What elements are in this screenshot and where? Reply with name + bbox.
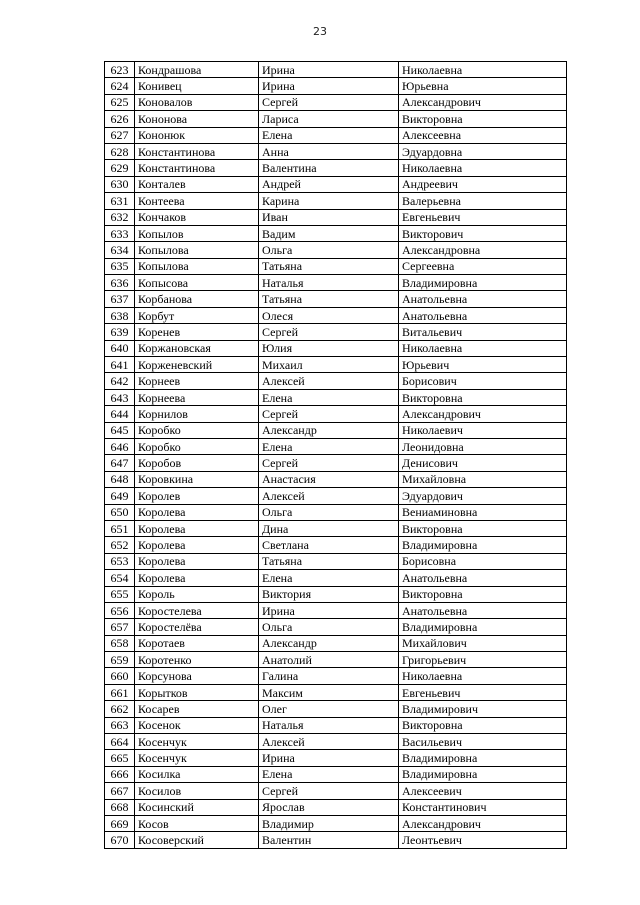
- last-name-cell: Косов: [135, 815, 259, 831]
- row-number: 656: [105, 602, 135, 618]
- first-name-cell: Светлана: [259, 537, 399, 553]
- last-name-cell: Королева: [135, 504, 259, 520]
- table-row: [105, 471, 567, 487]
- row-number: 668: [105, 799, 135, 815]
- patronymic-cell: Александровна: [399, 242, 567, 258]
- names-table-body: [105, 62, 567, 849]
- first-name-cell: Алексей: [259, 734, 399, 750]
- row-number: 631: [105, 193, 135, 209]
- patronymic-cell: Леонидовна: [399, 438, 567, 454]
- row-number: 632: [105, 209, 135, 225]
- first-name-cell: Ирина: [259, 602, 399, 618]
- last-name-cell: Косенчук: [135, 734, 259, 750]
- first-name-cell: Валентин: [259, 832, 399, 848]
- first-name-cell: Ольга: [259, 619, 399, 635]
- patronymic-cell: Алексеевич: [399, 783, 567, 799]
- row-number: 625: [105, 94, 135, 110]
- table-row: [105, 324, 567, 340]
- row-number: 646: [105, 438, 135, 454]
- last-name-cell: Константинова: [135, 143, 259, 159]
- last-name-cell: Королева: [135, 553, 259, 569]
- patronymic-cell: Александрович: [399, 815, 567, 831]
- patronymic-cell: Владимирович: [399, 701, 567, 717]
- table-row: [105, 78, 567, 94]
- patronymic-cell: Александрович: [399, 406, 567, 422]
- last-name-cell: Конталев: [135, 176, 259, 192]
- first-name-cell: Андрей: [259, 176, 399, 192]
- table-row: [105, 373, 567, 389]
- table-row: [105, 160, 567, 176]
- patronymic-cell: Леонтьевич: [399, 832, 567, 848]
- table-row: [105, 750, 567, 766]
- row-number: 650: [105, 504, 135, 520]
- first-name-cell: Олеся: [259, 307, 399, 323]
- table-row: [105, 717, 567, 733]
- table-row: [105, 602, 567, 618]
- patronymic-cell: Николаевна: [399, 62, 567, 78]
- last-name-cell: Король: [135, 586, 259, 602]
- table-row: [105, 488, 567, 504]
- row-number: 659: [105, 652, 135, 668]
- first-name-cell: Наталья: [259, 717, 399, 733]
- row-number: 658: [105, 635, 135, 651]
- last-name-cell: Косинский: [135, 799, 259, 815]
- table-row: [105, 193, 567, 209]
- last-name-cell: Косилка: [135, 766, 259, 782]
- last-name-cell: Коробко: [135, 422, 259, 438]
- patronymic-cell: Владимировна: [399, 619, 567, 635]
- row-number: 661: [105, 684, 135, 700]
- first-name-cell: Сергей: [259, 455, 399, 471]
- last-name-cell: Коржановская: [135, 340, 259, 356]
- patronymic-cell: Борисовна: [399, 553, 567, 569]
- first-name-cell: Валентина: [259, 160, 399, 176]
- patronymic-cell: Михайлович: [399, 635, 567, 651]
- patronymic-cell: Сергеевна: [399, 258, 567, 274]
- first-name-cell: Ирина: [259, 750, 399, 766]
- row-number: 653: [105, 553, 135, 569]
- first-name-cell: Владимир: [259, 815, 399, 831]
- patronymic-cell: Анатольевна: [399, 291, 567, 307]
- first-name-cell: Елена: [259, 127, 399, 143]
- row-number: 654: [105, 570, 135, 586]
- first-name-cell: Виктория: [259, 586, 399, 602]
- last-name-cell: Копылова: [135, 258, 259, 274]
- row-number: 645: [105, 422, 135, 438]
- patronymic-cell: Васильевич: [399, 734, 567, 750]
- table-row: [105, 619, 567, 635]
- last-name-cell: Кончаков: [135, 209, 259, 225]
- patronymic-cell: Витальевич: [399, 324, 567, 340]
- last-name-cell: Коровкина: [135, 471, 259, 487]
- table-row: [105, 258, 567, 274]
- first-name-cell: Алексей: [259, 488, 399, 504]
- row-number: 657: [105, 619, 135, 635]
- table-row: [105, 62, 567, 78]
- row-number: 662: [105, 701, 135, 717]
- first-name-cell: Анатолий: [259, 652, 399, 668]
- last-name-cell: Королева: [135, 537, 259, 553]
- patronymic-cell: Алексеевна: [399, 127, 567, 143]
- table-row: [105, 94, 567, 110]
- table-row: [105, 340, 567, 356]
- first-name-cell: Лариса: [259, 111, 399, 127]
- last-name-cell: Коротаев: [135, 635, 259, 651]
- first-name-cell: Карина: [259, 193, 399, 209]
- patronymic-cell: Викторовна: [399, 586, 567, 602]
- table-row: [105, 701, 567, 717]
- last-name-cell: Косоверский: [135, 832, 259, 848]
- last-name-cell: Косенчук: [135, 750, 259, 766]
- row-number: 651: [105, 520, 135, 536]
- last-name-cell: Копысова: [135, 275, 259, 291]
- table-row: [105, 537, 567, 553]
- first-name-cell: Татьяна: [259, 291, 399, 307]
- row-number: 667: [105, 783, 135, 799]
- patronymic-cell: Евгеньевич: [399, 209, 567, 225]
- row-number: 666: [105, 766, 135, 782]
- first-name-cell: Анна: [259, 143, 399, 159]
- row-number: 655: [105, 586, 135, 602]
- table-row: [105, 406, 567, 422]
- patronymic-cell: Владимировна: [399, 537, 567, 553]
- last-name-cell: Коробко: [135, 438, 259, 454]
- table-row: [105, 127, 567, 143]
- table-row: [105, 635, 567, 651]
- row-number: 643: [105, 389, 135, 405]
- row-number: 627: [105, 127, 135, 143]
- last-name-cell: Королев: [135, 488, 259, 504]
- last-name-cell: Корсунова: [135, 668, 259, 684]
- row-number: 644: [105, 406, 135, 422]
- last-name-cell: Коренев: [135, 324, 259, 340]
- last-name-cell: Королева: [135, 520, 259, 536]
- last-name-cell: Кононюк: [135, 127, 259, 143]
- table-row: [105, 357, 567, 373]
- row-number: 665: [105, 750, 135, 766]
- row-number: 670: [105, 832, 135, 848]
- patronymic-cell: Александрович: [399, 94, 567, 110]
- table-row: [105, 783, 567, 799]
- last-name-cell: Корженевский: [135, 357, 259, 373]
- row-number: 628: [105, 143, 135, 159]
- patronymic-cell: Владимировна: [399, 766, 567, 782]
- table-row: [105, 586, 567, 602]
- patronymic-cell: Юрьевна: [399, 78, 567, 94]
- row-number: 639: [105, 324, 135, 340]
- row-number: 624: [105, 78, 135, 94]
- patronymic-cell: Анатольевна: [399, 307, 567, 323]
- table-row: [105, 766, 567, 782]
- patronymic-cell: Викторович: [399, 225, 567, 241]
- patronymic-cell: Николаевна: [399, 668, 567, 684]
- row-number: 649: [105, 488, 135, 504]
- last-name-cell: Королева: [135, 570, 259, 586]
- table-row: [105, 242, 567, 258]
- last-name-cell: Копылов: [135, 225, 259, 241]
- last-name-cell: Корнилов: [135, 406, 259, 422]
- page-number: 23: [313, 25, 327, 38]
- first-name-cell: Алексей: [259, 373, 399, 389]
- row-number: 664: [105, 734, 135, 750]
- table-row: [105, 438, 567, 454]
- table-row: [105, 422, 567, 438]
- patronymic-cell: Константинович: [399, 799, 567, 815]
- row-number: 637: [105, 291, 135, 307]
- table-row: [105, 734, 567, 750]
- table-row: [105, 143, 567, 159]
- first-name-cell: Ярослав: [259, 799, 399, 815]
- first-name-cell: Сергей: [259, 94, 399, 110]
- last-name-cell: Кононова: [135, 111, 259, 127]
- first-name-cell: Ирина: [259, 78, 399, 94]
- patronymic-cell: Андреевич: [399, 176, 567, 192]
- first-name-cell: Елена: [259, 766, 399, 782]
- table-row: [105, 504, 567, 520]
- patronymic-cell: Викторовна: [399, 520, 567, 536]
- last-name-cell: Корнеева: [135, 389, 259, 405]
- first-name-cell: Галина: [259, 668, 399, 684]
- row-number: 630: [105, 176, 135, 192]
- table-row: [105, 291, 567, 307]
- last-name-cell: Константинова: [135, 160, 259, 176]
- patronymic-cell: Борисович: [399, 373, 567, 389]
- patronymic-cell: Николаевна: [399, 340, 567, 356]
- patronymic-cell: Анатольевна: [399, 602, 567, 618]
- first-name-cell: Олег: [259, 701, 399, 717]
- patronymic-cell: Владимировна: [399, 750, 567, 766]
- patronymic-cell: Владимировна: [399, 275, 567, 291]
- first-name-cell: Наталья: [259, 275, 399, 291]
- row-number: 633: [105, 225, 135, 241]
- table-row: [105, 520, 567, 536]
- patronymic-cell: Анатольевна: [399, 570, 567, 586]
- row-number: 638: [105, 307, 135, 323]
- first-name-cell: Иван: [259, 209, 399, 225]
- first-name-cell: Александр: [259, 635, 399, 651]
- table-row: [105, 815, 567, 831]
- last-name-cell: Корнеев: [135, 373, 259, 389]
- last-name-cell: Коробов: [135, 455, 259, 471]
- patronymic-cell: Николаевич: [399, 422, 567, 438]
- first-name-cell: Сергей: [259, 324, 399, 340]
- last-name-cell: Косилов: [135, 783, 259, 799]
- table-row: [105, 209, 567, 225]
- last-name-cell: Корбанова: [135, 291, 259, 307]
- last-name-cell: Косарев: [135, 701, 259, 717]
- last-name-cell: Коростелева: [135, 602, 259, 618]
- patronymic-cell: Вениаминовна: [399, 504, 567, 520]
- last-name-cell: Контеева: [135, 193, 259, 209]
- row-number: 636: [105, 275, 135, 291]
- first-name-cell: Максим: [259, 684, 399, 700]
- patronymic-cell: Викторовна: [399, 111, 567, 127]
- first-name-cell: Вадим: [259, 225, 399, 241]
- first-name-cell: Татьяна: [259, 553, 399, 569]
- first-name-cell: Ирина: [259, 62, 399, 78]
- table-row: [105, 455, 567, 471]
- row-number: 634: [105, 242, 135, 258]
- patronymic-cell: Эдуардовна: [399, 143, 567, 159]
- last-name-cell: Косенок: [135, 717, 259, 733]
- row-number: 626: [105, 111, 135, 127]
- patronymic-cell: Юрьевич: [399, 357, 567, 373]
- first-name-cell: Сергей: [259, 406, 399, 422]
- table-row: [105, 652, 567, 668]
- first-name-cell: Дина: [259, 520, 399, 536]
- table-row: [105, 275, 567, 291]
- row-number: 663: [105, 717, 135, 733]
- table-row: [105, 684, 567, 700]
- names-table: [104, 61, 567, 849]
- table-row: [105, 553, 567, 569]
- patronymic-cell: Евгеньевич: [399, 684, 567, 700]
- first-name-cell: Елена: [259, 389, 399, 405]
- table-row: [105, 668, 567, 684]
- patronymic-cell: Эдуардович: [399, 488, 567, 504]
- table-row: [105, 570, 567, 586]
- table-row: [105, 799, 567, 815]
- first-name-cell: Елена: [259, 438, 399, 454]
- table-row: [105, 176, 567, 192]
- patronymic-cell: Михайловна: [399, 471, 567, 487]
- table-row: [105, 389, 567, 405]
- patronymic-cell: Григорьевич: [399, 652, 567, 668]
- row-number: 642: [105, 373, 135, 389]
- patronymic-cell: Викторовна: [399, 389, 567, 405]
- row-number: 669: [105, 815, 135, 831]
- row-number: 652: [105, 537, 135, 553]
- table-row: [105, 307, 567, 323]
- first-name-cell: Юлия: [259, 340, 399, 356]
- patronymic-cell: Денисович: [399, 455, 567, 471]
- first-name-cell: Сергей: [259, 783, 399, 799]
- last-name-cell: Коростелёва: [135, 619, 259, 635]
- first-name-cell: Михаил: [259, 357, 399, 373]
- last-name-cell: Коротенко: [135, 652, 259, 668]
- last-name-cell: Корбут: [135, 307, 259, 323]
- row-number: 629: [105, 160, 135, 176]
- first-name-cell: Анастасия: [259, 471, 399, 487]
- patronymic-cell: Викторовна: [399, 717, 567, 733]
- first-name-cell: Ольга: [259, 242, 399, 258]
- row-number: 641: [105, 357, 135, 373]
- row-number: 648: [105, 471, 135, 487]
- table-row: [105, 225, 567, 241]
- last-name-cell: Корытков: [135, 684, 259, 700]
- first-name-cell: Елена: [259, 570, 399, 586]
- first-name-cell: Татьяна: [259, 258, 399, 274]
- last-name-cell: Коновалов: [135, 94, 259, 110]
- patronymic-cell: Валерьевна: [399, 193, 567, 209]
- row-number: 635: [105, 258, 135, 274]
- patronymic-cell: Николаевна: [399, 160, 567, 176]
- row-number: 623: [105, 62, 135, 78]
- row-number: 647: [105, 455, 135, 471]
- row-number: 640: [105, 340, 135, 356]
- row-number: 660: [105, 668, 135, 684]
- last-name-cell: Копылова: [135, 242, 259, 258]
- table-row: [105, 111, 567, 127]
- first-name-cell: Александр: [259, 422, 399, 438]
- first-name-cell: Ольга: [259, 504, 399, 520]
- last-name-cell: Кондрашова: [135, 62, 259, 78]
- last-name-cell: Конивец: [135, 78, 259, 94]
- table-row: [105, 832, 567, 848]
